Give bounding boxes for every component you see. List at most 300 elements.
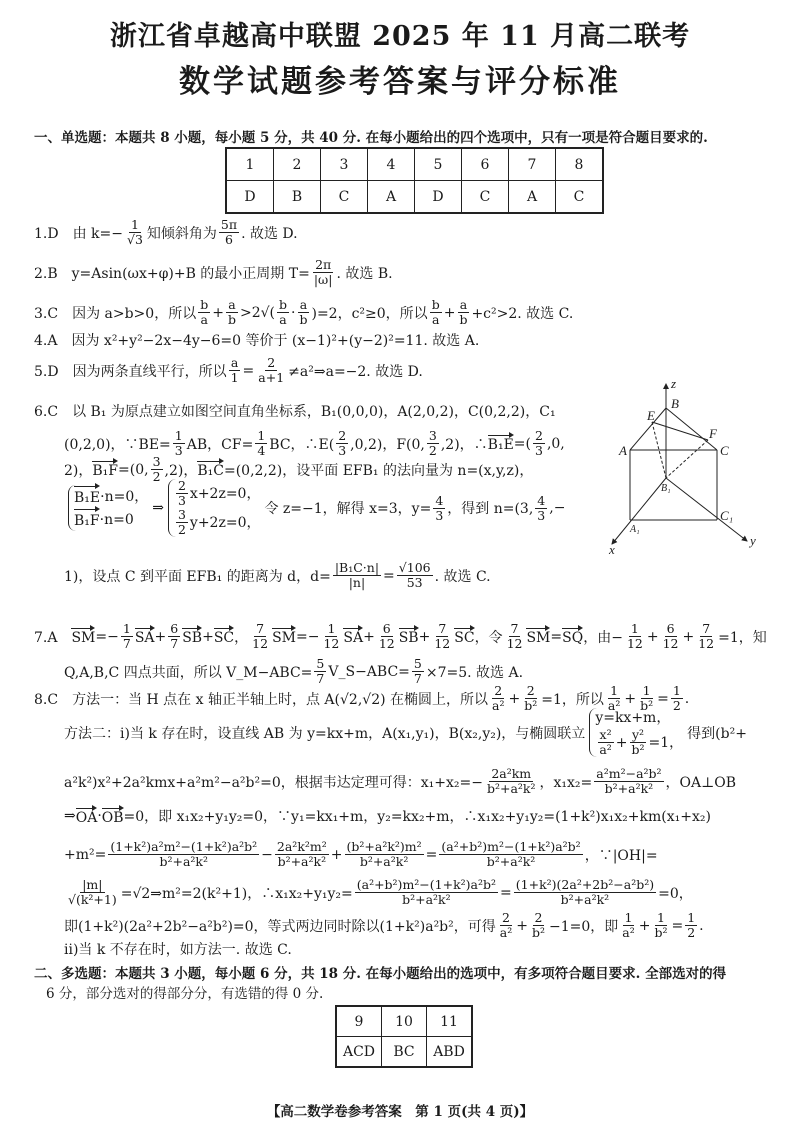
denominator: 12 [626,636,643,651]
denominator: 7 [413,671,422,686]
fraction [652,911,669,940]
denominator: 3 [537,507,546,523]
numerator: 1 [642,683,651,698]
text-run: ≠a²⇒a=−2. 故选 D. [288,363,423,380]
denominator: b² [531,925,545,940]
numerator: a [299,297,308,312]
text-run: − [261,846,273,863]
text-run: =0，即 x₁x₂+y₁y₂=0，∵y₁=kx₁+m，y₂=kx₂+m，∴x₁x₂+y₁y₂=(1+k²)x₁x₂+km(x₁+x₂) [123,809,711,825]
denominator: 3 [177,493,186,508]
text-run: =1，知 [718,629,767,646]
fraction [277,298,289,327]
solution-line [34,330,479,350]
fraction [427,429,439,458]
answer-cell: B [274,181,321,214]
vector: B₁E [74,485,100,508]
solution-line [64,840,658,869]
text-run: ,0,2)，F(0, [350,436,425,453]
text-run: ,2)，∴ [440,436,488,453]
denominator: √3 [126,232,143,247]
vector: SA [343,627,363,646]
denominator: 12 [698,636,715,651]
denominator: 2 [177,522,186,537]
denominator: 2 [687,925,696,940]
numerator: b [431,297,440,312]
numerator: 2 [526,683,535,698]
text-run: = [550,628,563,645]
denominator: |n| [348,575,366,590]
page-footer: 【高二数学卷参考答案 第 1 页(共 4 页)】 [266,1104,534,1120]
answer-table-single-choice [225,147,604,214]
solution-line [34,356,423,385]
solution-line [64,429,565,458]
denominator: 3 [338,443,347,458]
vector: B₁E [488,434,514,453]
question-number-cell: 8 [556,148,604,181]
vector: SM [526,627,550,646]
figure-label: E [647,408,655,423]
text-run: ，由− [583,629,623,646]
text-run: ，∵|OH|= [584,847,658,864]
denominator: b [459,312,468,327]
text-run: 6.C 以 B₁ 为原点建立如图空间直角坐标系，B₁(0,0,0)，A(2,0,2)，C(0,2,2)，C₁ [34,404,556,420]
denominator: a [200,312,208,327]
numerator: √106 [398,560,431,575]
numerator: |m| [82,877,103,892]
numerator: 1 [672,683,681,698]
denominator: b²+a²k² [402,892,451,907]
denominator: b²+a²k² [486,781,536,796]
denominator: 3 [174,443,183,458]
solution-line [64,479,565,537]
text-run: =0， [658,885,693,902]
denominator: b² [524,698,538,713]
denominator: 12 [662,636,679,651]
fraction [439,840,582,869]
fraction [597,728,613,757]
question-number-cell: 9 [336,1006,382,1037]
solution-line [64,878,693,907]
text-run: ，得到 n=(3, [447,501,534,517]
denominator: 12 [378,636,395,651]
text-run: + [638,917,651,934]
text-run: = [383,567,395,584]
numerator: y² [631,727,645,742]
text-run: =− [95,628,119,645]
figure-label: B [671,396,679,411]
figure-label: z [671,378,677,391]
text-run: 1)，设点 C 到平面 EFB₁ 的距离为 d，d= [64,568,331,585]
vector: SC [454,627,474,646]
denominator: b [227,312,236,327]
denominator: 3 [435,507,444,523]
fraction [255,429,267,458]
denominator: b²+a²k² [277,854,327,869]
fraction [430,298,442,327]
vector: SB [399,627,419,646]
fraction [630,728,647,757]
fraction [696,622,716,651]
fraction [333,561,381,590]
denominator: b² [654,925,668,940]
numerator: 1 [610,683,619,698]
fraction [432,622,452,651]
text-run: +m²= [64,846,107,863]
text-run: = [671,917,684,934]
denominator: 4 [257,443,266,458]
text-run: + [516,917,528,934]
text-run: Q,A,B,C 四点共面，所以 V_M−ABC= [64,664,313,681]
text-run: 1.D 由 k=− [34,225,123,242]
text-run: )=2，c²≥0，所以 [311,305,428,322]
denominator: b² [640,698,654,713]
denominator: 12 [323,636,340,651]
numerator: 7 [702,621,711,636]
question-number-cell: 5 [415,148,462,181]
solution-line [34,622,767,651]
text-run: 2)， [64,462,93,479]
vector: SA [135,627,155,646]
denominator: 2 [672,698,681,713]
numerator: 2 [502,910,510,925]
answer-cell: C [321,181,368,214]
solution-line [64,561,491,590]
numerator: 1 [130,217,139,232]
text-run: =(0, [118,461,149,478]
equation-row [595,708,683,728]
fraction [594,767,663,796]
numerator: 1 [657,910,665,925]
numerator: 2 [494,683,503,698]
numerator: 1 [122,621,131,636]
fraction [498,911,514,940]
numerator: 2π [315,257,332,272]
text-run: =(0,2,2)，设平面 EFB₁ 的法向量为 n=(x,y,z)， [223,462,534,479]
vector: B₁F [74,508,100,531]
answer-cell: D [415,181,462,214]
fraction [535,494,547,523]
fraction [661,622,681,651]
question-number-cell: 11 [427,1006,473,1037]
denominator: √(k²+1) [68,892,117,907]
numerator: 3 [177,507,186,522]
document-title: 浙江省卓越高中联盟 2025 年 11 月高二联考 [109,21,691,52]
text-run: ⅱ)当 k 不存在时，如方法一. 故选 C. [64,942,292,958]
text-run: 方法二：ⅰ)当 k 存在时，设直线 AB 为 y=kx+m，A(x₁,y₁)，B(x₂,y₂)，与椭圆联立 [64,725,586,742]
fraction [108,840,259,869]
numerator: 2 [267,355,276,370]
question-number-cell: 2 [274,148,321,181]
text-run: + [646,628,659,645]
fraction [168,622,180,651]
denominator: b² [631,742,645,757]
fraction [685,911,697,940]
text-run: =1， [648,734,684,751]
fraction [505,622,525,651]
text-run: . 故选 B. [336,265,393,282]
denominator: 6 [225,232,233,247]
fraction [533,429,545,458]
numerator: a²m²−a²b² [596,766,662,781]
text-run: =1，所以 [541,691,604,708]
text-run: + [363,628,375,645]
numerator: |B₁C·n| [334,560,380,575]
text-run: · [291,304,296,321]
denominator: b [299,312,308,327]
text-run: . 故选 D. [241,225,298,242]
numerator: 3 [428,428,437,443]
fraction [226,298,238,327]
fraction [625,622,645,651]
question-number-cell: 3 [321,148,368,181]
numerator: 6 [170,621,179,636]
solution-line [64,767,736,796]
denominator: a² [599,742,612,757]
text-run: ，OA⊥OB [665,774,737,791]
text-run: BC，∴E( [269,436,335,453]
text-run: + [418,628,431,645]
numerator: (1+k²)(2a²+2b²−a²b²) [515,877,655,892]
numerator: 4 [435,492,444,508]
denominator: b²+a²k² [604,781,654,796]
vector: SB [182,627,202,646]
fraction [176,508,188,537]
fraction [66,878,119,907]
text-run: = [425,846,438,863]
geometry-figure [595,378,795,558]
question-number-cell: 6 [462,148,509,181]
text-run: 令 z=−1，解得 x=3，y= [264,501,432,517]
text-run: =√2⇒m²=2(k²+1)，∴x₁x₂+y₁y₂= [120,885,353,902]
answer-cell: A [368,181,415,214]
fraction [321,622,341,651]
text-run: 4.A 因为 x²+y²−2x−4y−6=0 等价于 (x−1)²+(y−2)²=11. 故选 A. [34,333,480,349]
fraction [173,429,185,458]
fraction [250,622,270,651]
fraction [256,356,286,385]
numerator: 2 [338,428,347,443]
section2-heading: 二、多选题：本题共 3 小题，每小题 6 分，共 18 分. 在每小题给出的选项中，有多项符合题目要求. 全部选对的得 [34,966,727,982]
denominator: 12 [434,636,451,651]
solution-line [64,939,292,959]
text-run: 知倾斜角为 [146,225,217,242]
text-run: ，令 [474,629,503,646]
numerator: (a²+b²)m²−(1+k²)a²b² [356,877,497,892]
fraction [336,429,348,458]
numerator: a [230,355,239,370]
denominator: b²+a²k² [486,854,536,869]
solution-line [64,806,711,826]
numerator: 5 [413,656,422,671]
numerator: 7 [438,621,447,636]
vector: SC [214,627,234,646]
figure-label: F [709,426,717,441]
text-run: 2.B y=Asin(ωx+φ)+B 的最小正周期 T= [34,265,310,282]
equation-row [174,508,261,537]
section1-heading: 一、单选题：本题共 8 小题，每小题 5 分，共 40 分. 在每小题给出的四个选项中，只有一项是符合题目要求的. [34,130,708,146]
text-run: y=kx+m， [595,710,671,726]
text-run: . [699,917,704,934]
solution-line [34,298,573,327]
answer-cell: A [509,181,556,214]
numerator: 7 [256,621,265,636]
figure-label: B₁ [661,483,671,494]
numerator: 2 [535,428,543,443]
denominator: 3 [535,443,543,458]
numerator: 1 [257,428,266,443]
denominator: 2 [428,443,437,458]
section2-heading-cont: 6 分，部分选对的得部分分，有选错的得 0 分. [46,986,324,1002]
text-run: + [508,690,521,707]
text-run: V_S−ABC= [328,663,410,680]
text-run: ，x₁x₂= [539,774,593,791]
denominator: a² [499,925,513,940]
text-run: + [615,734,628,751]
text-run: ·n=0， [100,488,149,505]
text-run: ,2)， [164,462,198,479]
denominator: 2 [152,469,161,484]
numerator: a [228,297,236,312]
denominator: 12 [506,636,523,651]
denominator: a [279,312,287,327]
vector: OB [102,807,124,826]
question-number-cell: 10 [382,1006,427,1037]
answer-cell: ACD [336,1037,382,1068]
figure-label: x [609,542,615,557]
numerator: 6 [382,621,391,636]
denominator: a² [622,925,635,940]
text-run: 7.A [34,629,72,646]
numerator: 1 [687,910,696,925]
text-run: ,− [549,500,566,516]
text-run: ⇒ [152,500,164,516]
numerator: 5 [316,656,325,671]
figure-label: C₁ [720,508,734,523]
denominator: a [431,312,440,327]
text-run: + [330,846,343,863]
numerator: 3 [152,454,161,469]
fraction [377,622,397,651]
document-subtitle: 数学试题参考答案与评分标准 [179,64,621,100]
text-run: 即(1+k²)(2a²+2b²−a²b²)=0，等式两边同时除以(1+k²)a²b²，可得 [64,918,496,935]
text-run: 5.D 因为两条直线平行，所以 [34,363,227,380]
fraction [219,218,239,247]
vector: SM [272,627,296,646]
text-run: ·n=0 [99,511,134,528]
denominator: b²+a²k² [159,854,209,869]
numerator: 2a²km [491,766,532,781]
text-run: = [500,884,512,901]
answer-cell: C [556,181,604,214]
denominator: 12 [252,636,269,651]
numerator: 2 [534,910,543,925]
text-run: = [242,362,255,379]
text-run: . [684,690,690,707]
denominator: b²+a²k² [359,854,409,869]
text-run: =( [513,435,531,452]
text-run: >2√( [239,304,275,321]
denominator: a² [492,698,505,713]
text-run: + [212,304,224,321]
text-run: −1=0，即 [548,918,619,935]
text-run: + [624,690,637,707]
figure-label: A₁ [630,524,640,535]
fraction [312,258,335,287]
numerator: a [459,297,468,312]
fraction [314,657,326,686]
denominator: |ω| [313,272,333,287]
figure-label: y [750,533,756,548]
numerator: 1 [174,428,183,443]
fraction [229,356,241,385]
solution-line [64,708,747,757]
numerator: b [279,297,288,312]
numerator: 1 [624,910,633,925]
denominator: a+1 [258,370,285,385]
equation-row [174,479,261,508]
numerator: 1 [327,621,336,636]
question-number-cell: 1 [226,148,274,181]
text-run: ， [234,629,249,646]
fraction [514,878,656,907]
numerator: 7 [510,621,519,636]
numerator: (1+k²)a²m²−(1+k²)a²b² [110,839,258,854]
fraction [297,298,309,327]
answer-table-multi-choice [335,1005,473,1068]
text-run: ,0, [546,435,565,452]
equation-system [589,708,683,757]
denominator: b²+a²k² [560,892,610,907]
denominator: 7 [170,636,179,651]
y-axis [666,478,747,541]
equation-row [74,485,148,508]
numerator: 5π [220,217,238,232]
equation-row [74,508,148,531]
text-run: y+2z=0， [189,514,261,531]
text-run: 得到(b²+ [687,725,747,742]
equation-row [595,728,683,757]
solution-line [34,218,298,247]
denominator: 7 [316,671,325,686]
answer-cell: C [462,181,509,214]
text-run: +c²>2. 故选 C. [471,305,574,322]
fraction [125,218,145,247]
fraction [176,479,188,508]
text-run: ×7=5. 故选 A. [425,664,524,681]
solution-line [34,258,393,287]
text-run: =− [296,628,320,645]
fraction [433,494,445,523]
solution-line [64,657,523,686]
text-run: + [154,628,167,645]
answer-cell: BC [382,1037,427,1068]
fraction [620,911,636,940]
text-run: = [657,690,669,707]
numerator: b [200,297,209,312]
numerator: 2 [177,478,186,493]
question-number-cell: 4 [368,148,415,181]
text-run: + [443,304,456,321]
question-number-cell: 7 [509,148,556,181]
equation-system [168,479,261,537]
fraction [198,298,210,327]
fraction [275,840,329,869]
numerator: 1 [630,621,639,636]
text-run: + [202,628,214,645]
fraction [530,911,547,940]
denominator: 53 [406,575,423,590]
text-run: . 故选 C. [434,568,491,585]
